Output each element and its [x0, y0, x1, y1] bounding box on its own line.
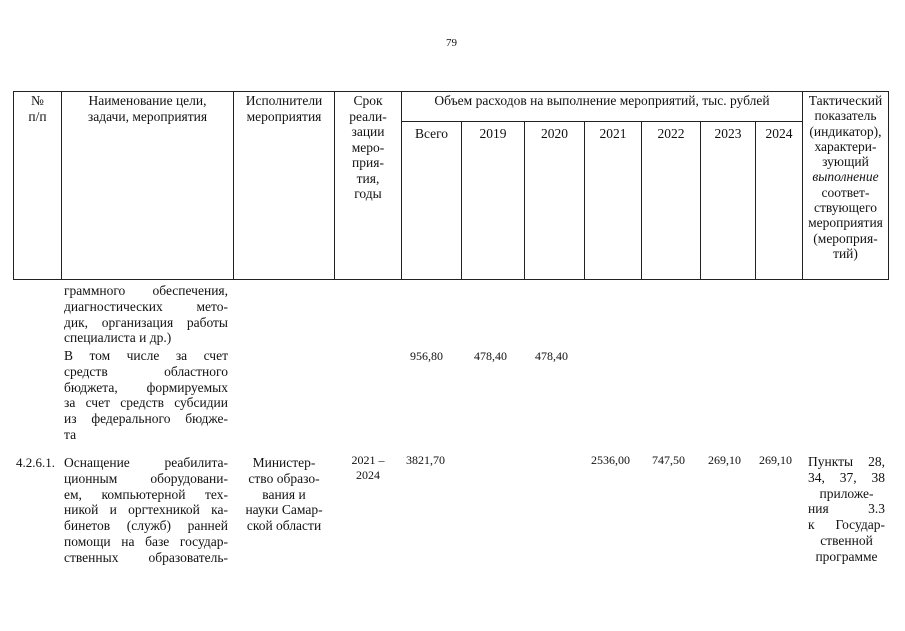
sub-row-total: 956,80 — [410, 349, 443, 363]
header-year-2024: 2024 — [765, 126, 793, 141]
header-total: Всего — [414, 126, 449, 141]
header-name: Наименование цели, задачи, мероприятия — [87, 93, 208, 124]
row-2022: 747,50 — [652, 453, 685, 467]
header-year-2020: 2020 — [541, 126, 568, 141]
header-indicator: Тактический показатель (индикатор), характери- зующий выполнение соответ- ствующего мероприятия (мероприя- тий) — [808, 93, 883, 261]
sub-row-2019: 478,40 — [474, 349, 507, 363]
header-year-2022: 2022 — [657, 126, 685, 141]
header-executor: Исполнители мероприятия — [245, 93, 323, 124]
header-num: № п/п — [28, 93, 47, 124]
header-expenses: Объем расходов на выполнение мероприятий, тыс. рублей — [434, 93, 770, 108]
row-number: 4.2.6.1. — [16, 455, 55, 470]
row-term: 2021 – 2024 — [351, 453, 385, 482]
row-2024: 269,10 — [759, 453, 792, 467]
row-indicator: Пункты 28, 34, 37, 38 приложе- ния 3.3 к Государ- ственной программе — [808, 454, 885, 564]
row-2021: 2536,00 — [591, 453, 630, 467]
header-year-2023: 2023 — [714, 126, 742, 141]
sub-row-text: В том числе за счет средств областного бюджета, формируемых за счет средств субсидии из федерального бюдже- та — [64, 348, 228, 442]
row-description: Оснащение реабилита- ционным оборудовани- ем, компьютерной тех- никой и оргтехникой ка- бинетов (служб) ранней помощи на базе государ- ственных образователь- — [64, 455, 228, 565]
continuation-text: граммного обеспечения, диагностических мето- дик, организация работы специалиста и др.) — [64, 283, 228, 346]
page-number: 79 — [446, 37, 457, 49]
header-year-2019: 2019 — [479, 126, 507, 141]
row-executor: Министер- ство образо- вания и науки Самар- ской области — [245, 455, 323, 534]
row-2023: 269,10 — [708, 453, 741, 467]
row-total: 3821,70 — [406, 453, 445, 467]
header-year-2021: 2021 — [599, 126, 627, 141]
sub-row-2020: 478,40 — [535, 349, 568, 363]
header-term: Срок реали- зации меро- прия- тия, годы — [349, 93, 387, 201]
